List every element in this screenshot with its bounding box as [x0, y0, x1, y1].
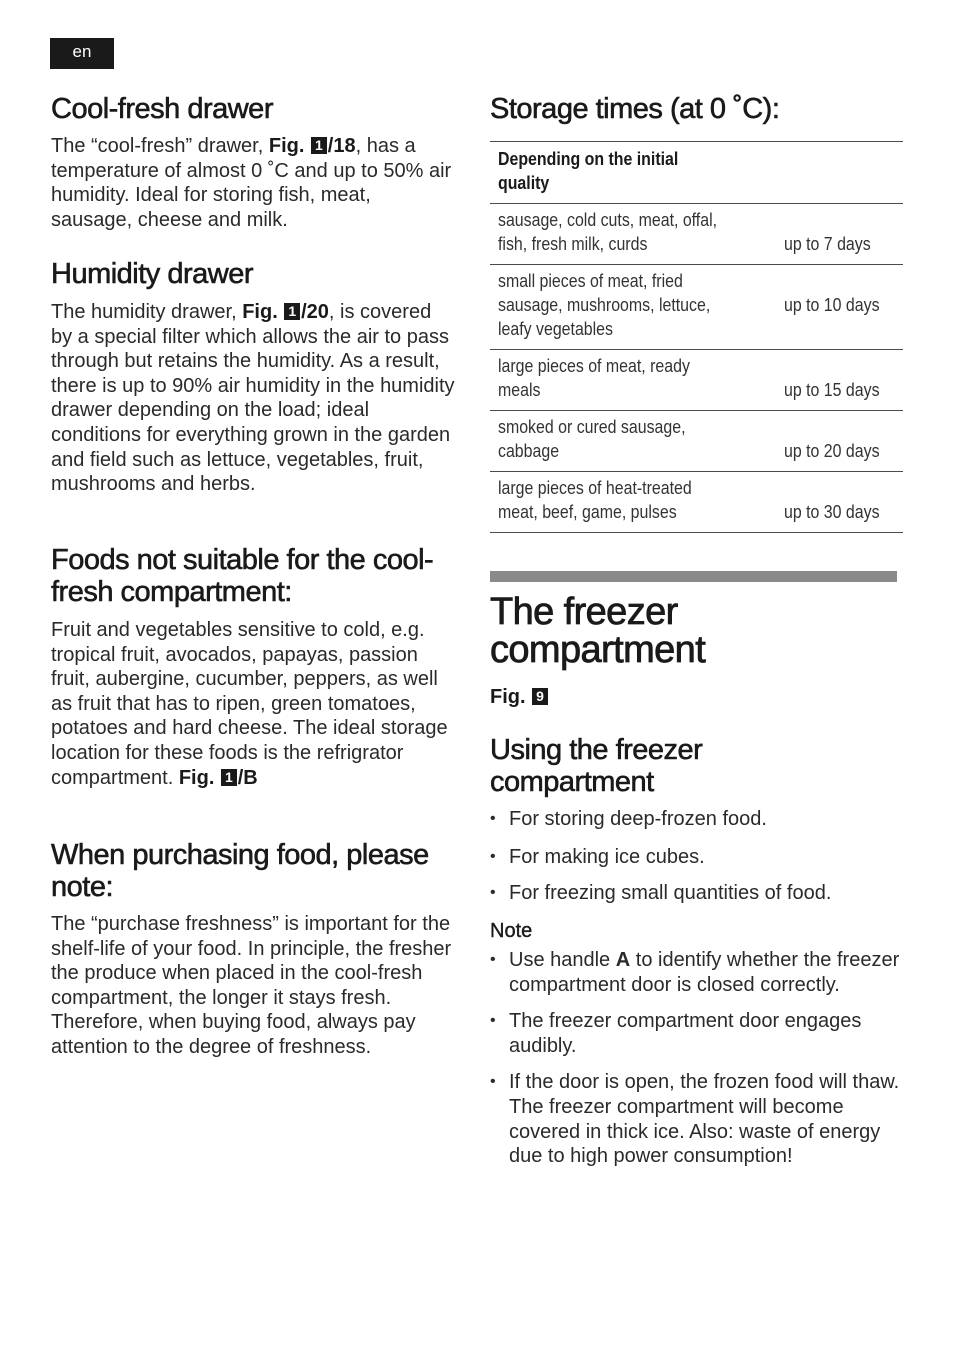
- food-cell: small pieces of meat, fried sausage, mushrooms, lettuce, leafy vegetables: [490, 265, 776, 350]
- table-row: [490, 204, 903, 265]
- storage-times-heading: Storage times (at 0 ˚C):: [490, 93, 780, 125]
- list-item: • Use handle A to identify whether the freezer compartment door is closed correctly.: [490, 948, 900, 997]
- figure-number-badge: 9: [532, 688, 548, 705]
- food-cell: large pieces of heat-treated meat, beef, game, pulses: [490, 472, 776, 533]
- time-cell: up to 7 days: [776, 204, 903, 265]
- cool-fresh-text: The “cool-fresh” drawer, Fig. 1 /18, has a temperature of almost 0 ˚C and up to 50% air humidity. Ideal for storing fish, meat, sausage, cheese and milk.: [51, 135, 452, 231]
- time-cell: up to 15 days: [776, 350, 903, 411]
- table-row: [490, 472, 903, 533]
- storage-times-table: [490, 141, 903, 533]
- time-cell: up to 30 days: [776, 472, 903, 533]
- list-item: • For making ice cubes.: [490, 845, 900, 870]
- list-item: • For storing deep-frozen food.: [490, 807, 900, 832]
- table-row: [490, 411, 903, 472]
- figure-reference: Fig. 1 /18: [268, 135, 356, 157]
- humidity-heading: Humidity drawer: [51, 258, 253, 290]
- not-suitable-text: Fruit and vegetables sensitive to cold, e.g. tropical fruit, avocados, papayas, passion fruit, aubergine, cucumber, peppers, as well as fruit that has to ripen, green tomatoes, potatoes and hard cheese. The ideal storage location for these foods is the refrigrator compartment. Fig. 1 /B: [51, 619, 448, 789]
- table-header: Depending on the initial quality: [490, 142, 903, 204]
- freezer-compartment-title: The freezer compartment: [490, 591, 706, 671]
- list-item: • For freezing small quantities of food.: [490, 881, 900, 906]
- handle-label: A: [615, 949, 631, 971]
- language-tab: en: [50, 38, 114, 69]
- purchasing-heading: When purchasing food, please note:: [51, 839, 429, 903]
- note-list: [490, 948, 900, 1169]
- figure-number-badge: 1: [311, 137, 327, 154]
- figure-reference: Fig. 1 /B: [178, 766, 258, 789]
- time-cell: up to 10 days: [776, 265, 903, 350]
- food-cell: smoked or cured sausage, cabbage: [490, 411, 776, 472]
- freezer-uses-list: [490, 807, 900, 906]
- using-freezer-heading: Using the freezer compartment: [490, 734, 703, 798]
- purchasing-text: The “purchase freshness” is important for the shelf-life of your food. In principle, the fresher the produce when placed in the cool-fresh compartment, the longer it stays fresh. Therefore, when buying food, always pay attention to the degree of freshness.: [51, 913, 452, 1058]
- cool-fresh-heading: Cool-fresh drawer: [51, 93, 273, 125]
- list-item: • If the door is open, the frozen food will thaw. The freezer compartment will become covered in thick ice. Also: waste of energy due to high power consumption!: [490, 1070, 900, 1168]
- table-row: [490, 265, 903, 350]
- food-cell: sausage, cold cuts, meat, offal, fish, fresh milk, curds: [490, 204, 776, 265]
- table-row: [490, 350, 903, 411]
- note-label: Note: [490, 920, 533, 942]
- figure-number-badge: 1: [221, 769, 237, 786]
- figure-reference: Fig. 1 /20: [242, 301, 329, 323]
- not-suitable-heading: Foods not suitable for the cool-fresh compartment:: [51, 544, 434, 608]
- time-cell: up to 20 days: [776, 411, 903, 472]
- figure-number-badge: 1: [284, 303, 300, 320]
- freezer-figure-reference: Fig. 9: [490, 685, 900, 710]
- food-cell: large pieces of meat, ready meals: [490, 350, 776, 411]
- section-divider-bar: [490, 571, 897, 582]
- list-item: • The freezer compartment door engages audibly.: [490, 1009, 900, 1058]
- table-header-row: [490, 142, 903, 204]
- humidity-text: The humidity drawer, Fig. 1 /20, is covered by a special filter which allows the air to pass through but retains the humidity. As a result, there is up to 90% air humidity in the humidity drawer depending on the load; ideal conditions for everything grown in the garden and field such as lettuce, vegetables, fruit, mushrooms and herbs.: [51, 301, 455, 496]
